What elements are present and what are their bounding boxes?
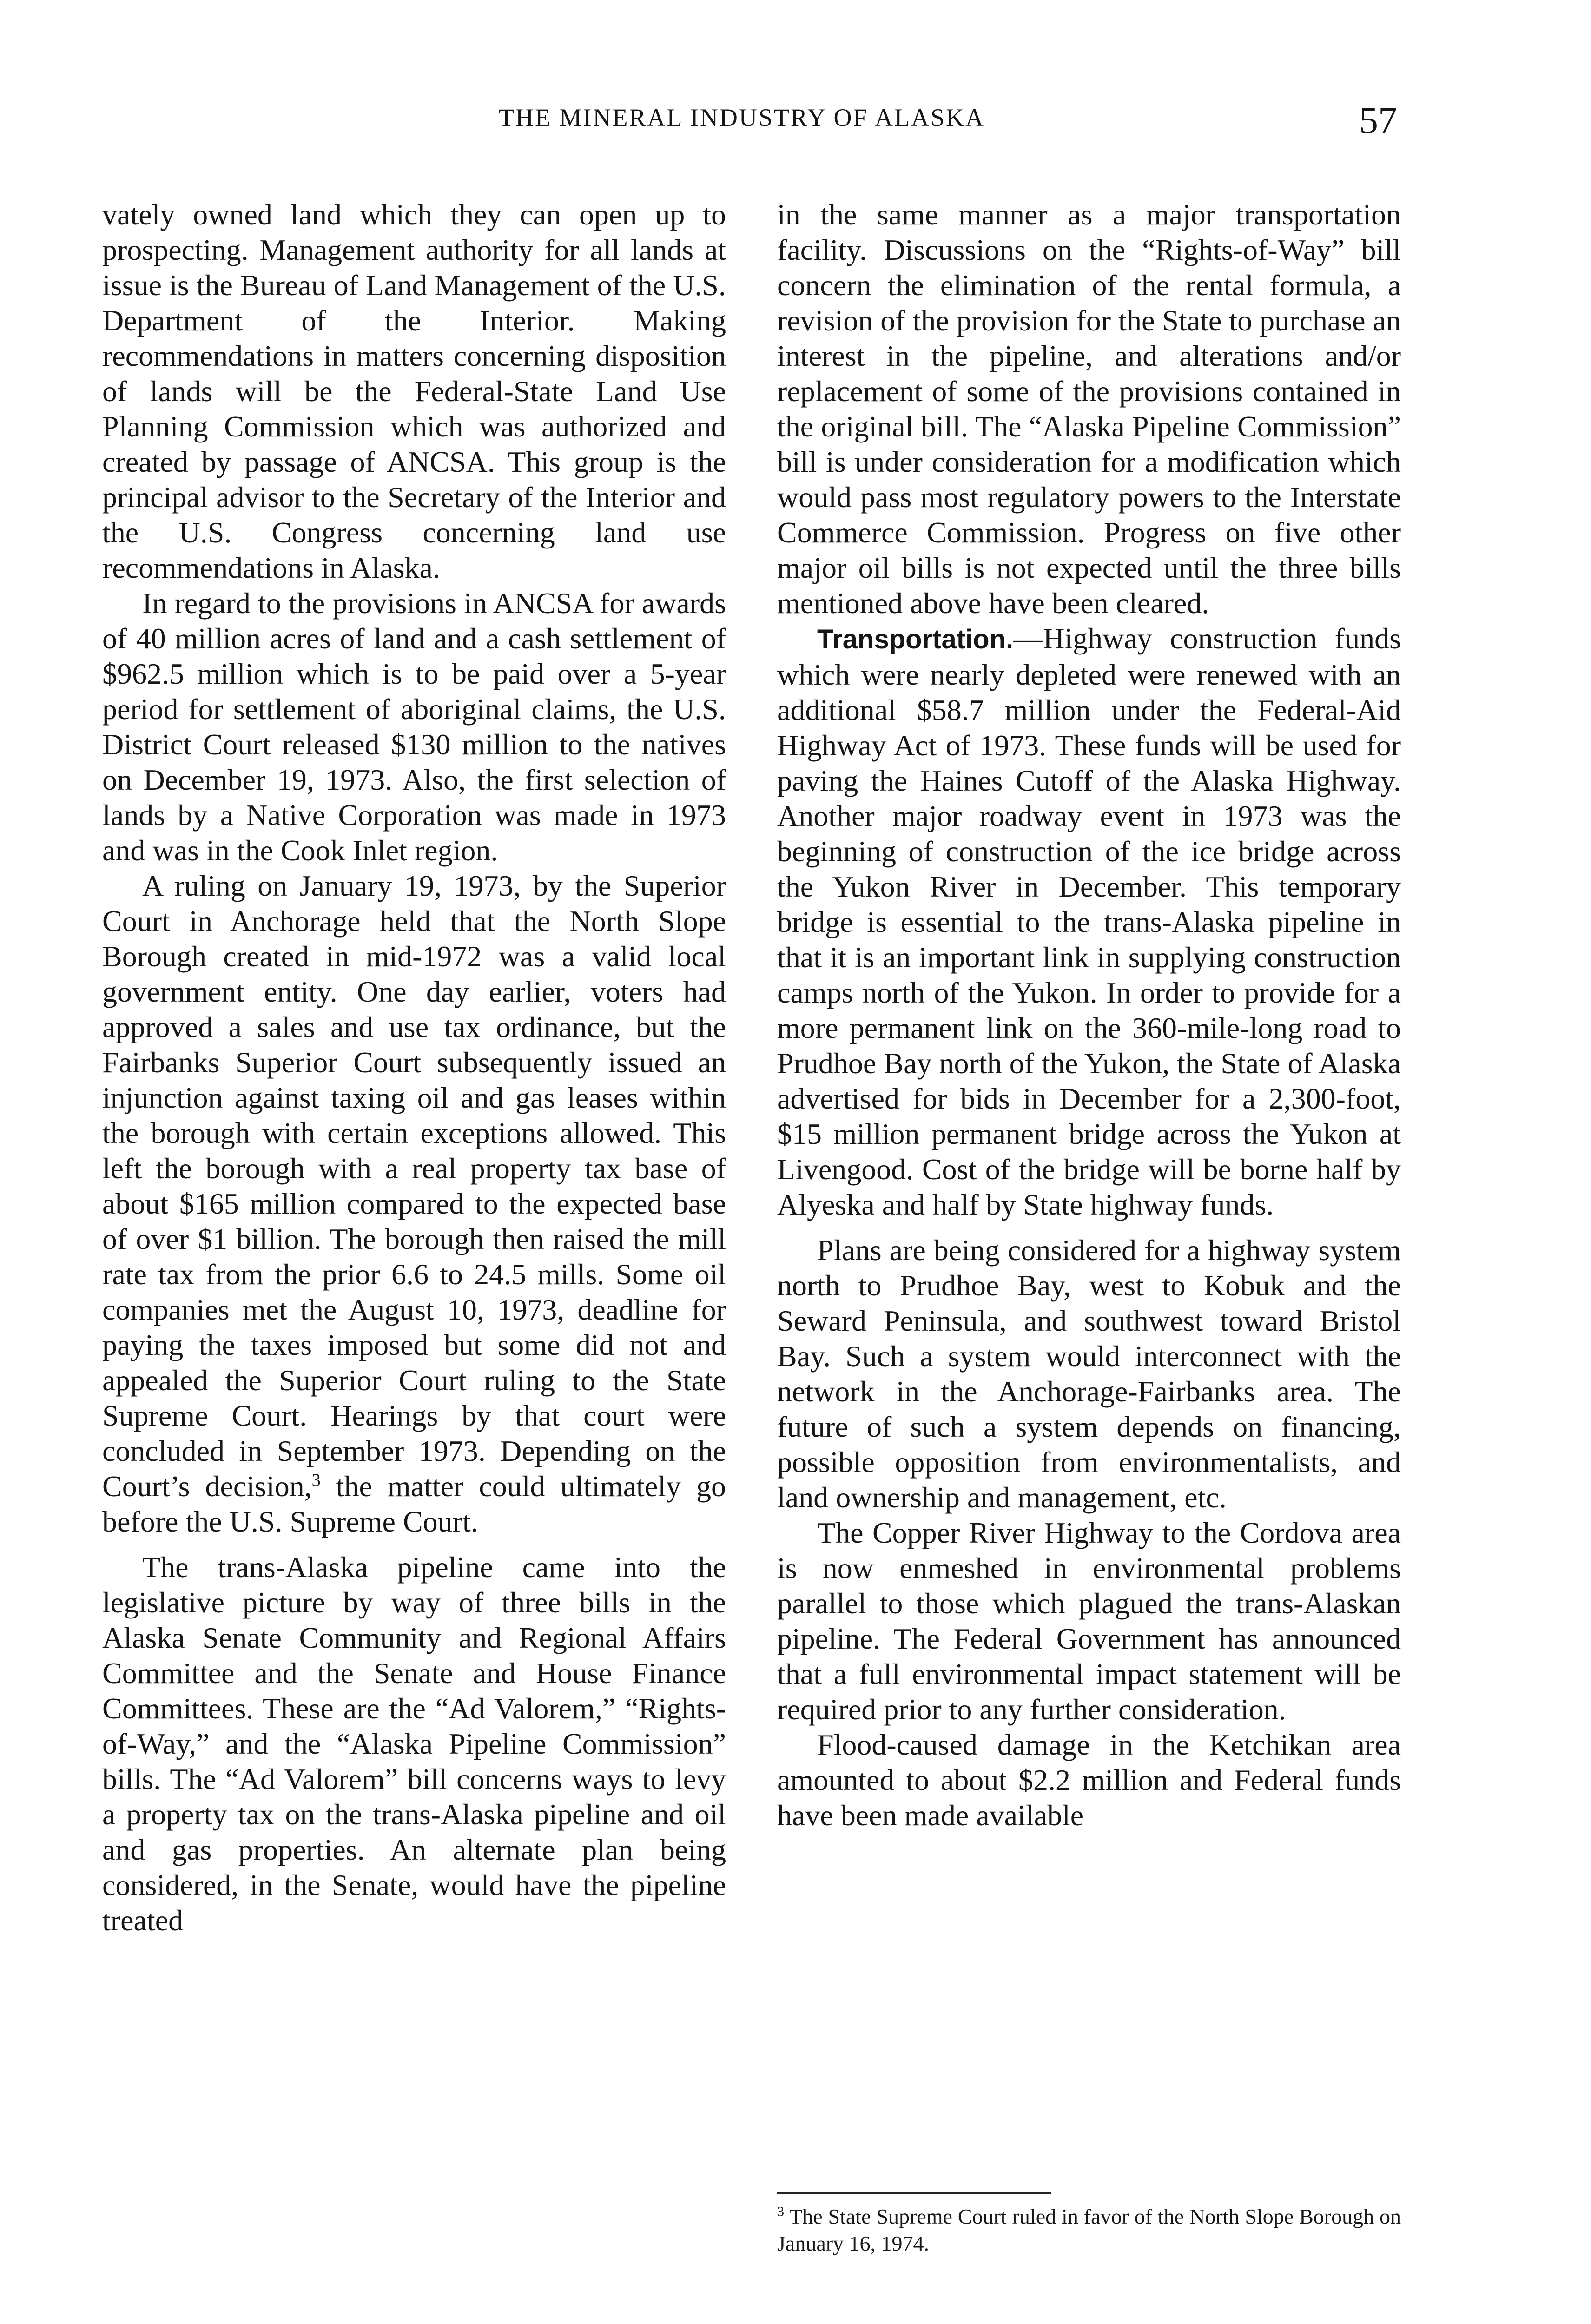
paragraph-ancsa-awards: In regard to the provisions in ANCSA for awards of 40 million acres of land and a cash settlement of $962.5 million which is to be paid over a 5-year period for settlement of aboriginal claims, the U.S. District Court released $130 million to the natives on December 19, 1973. Also, the first selection of lands by a Native Corporation was made in 1973 and was in the Cook Inlet region. — [102, 587, 726, 867]
footnote-divider — [777, 2192, 1051, 2194]
paragraph-text: —Highway construction funds which were nearly depleted were renewed with an additional $58.7 million under the Federal-Aid Highway Act of 1973. These funds will be used for paving the Haines Cutoff of the Alaska Highway. Another major roadway event in 1973 was the beginning of construction of the ice bridge across the Yukon River in December. This temporary bridge is essential to the trans-Alaska pipeline in that it is an important link in supplying construction camps north of the Yukon. In order to provide for a more permanent link on the 360-mile-long road to Prudhoe Bay north of the Yukon, the State of Alaska advertised for bids in December for a 2,300-foot, $15 million permanent bridge across the Yukon at Livengood. Cost of the bridge will be borne half by Alyeska and half by State highway funds. — [777, 622, 1401, 1221]
paragraph-land-management: vately owned land which they can open up to prospecting. Management authority for all lands at issue is the Bureau of Land Management of the U.S. Department of the Interior. Making recommendations in matters concerning disposition of lands will be the Federal-State Land Use Planning Commission which was authorized and created by passage of ANCSA. This group is the principal advisor to the Secretary of the Interior and the U.S. Congress concerning land use recommendations in Alaska. — [102, 198, 726, 584]
paragraph-north-slope-ruling — [102, 868, 726, 1539]
footnote-marker: 3 — [777, 2204, 784, 2219]
page-number: 57 — [1359, 99, 1397, 141]
paragraph-pipeline-bills: The trans-Alaska pipeline came into the legislative picture by way of three bills in the Alaska Senate Community and Regional Affairs Committee and the Senate and House Finance Committees. These are the “Ad Valorem,” “Rights-of-Way,” and the “Alaska Pipeline Commission” bills. The “Ad Valorem” bill concerns ways to levy a property tax on the trans-Alaska pipeline and oil and gas properties. An alternate plan being considered, in the Senate, would have the pipeline treated — [102, 1551, 726, 1937]
paragraph-flood-damage: Flood-caused damage in the Ketchikan area amounted to about $2.2 million and Federal funds have been made available — [777, 1728, 1401, 1832]
left-text-column — [102, 197, 726, 2279]
section-heading-transportation: Transportation. — [817, 624, 1014, 654]
paragraph-transportation-facility: in the same manner as a major transportation facility. Discussions on the “Rights-of-Way” bill concern the elimination of the rental formula, a revision of the provision for the State to purchase an interest in the pipeline, and alterations and/or replacement of some of the provisions contained in the original bill. The “Alaska Pipeline Commission” bill is under consideration for a modification which would pass most regulatory powers to the Interstate Commerce Commission. Progress on five other major oil bills is not expected until the three bills mentioned above have been cleared. — [777, 198, 1401, 620]
paragraph-text-continued: the matter could ultimately go before the U.S. Supreme Court. — [102, 1470, 726, 1538]
footnote-text: The State Supreme Court ruled in favor of the North Slope Borough on January 16, 1974. — [777, 2205, 1401, 2255]
running-header-title: THE MINERAL INDUSTRY OF ALASKA — [498, 104, 985, 132]
paragraph-text: A ruling on January 19, 1973, by the Superior Court in Anchorage held that the North Slope Borough created in mid-1972 was a valid local government entity. One day earlier, voters had approved a sales and use tax ordinance, but the Fairbanks Superior Court subsequently issued an injunction against taxing oil and gas leases within the borough with certain exceptions allowed. This left the borough with a real property tax base of about $165 million compared to the expected base of over $1 billion. The borough then raised the mill rate tax from the prior 6.6 to 24.5 mills. Some oil companies met the August 10, 1973, deadline for paying the taxes imposed but some did not and appealed the Superior Court ruling to the State Supreme Court. Hearings by that court were concluded in September 1973. Depending on the Court’s decision, — [102, 869, 726, 1503]
footnote — [777, 2203, 1401, 2257]
paragraph-transportation — [777, 621, 1401, 1222]
right-text-column — [777, 197, 1401, 2256]
footnote-reference: 3 — [311, 1470, 321, 1490]
paragraph-copper-river: The Copper River Highway to the Cordova area is now enmeshed in environmental problems parallel to those which plagued the trans-Alaskan pipeline. The Federal Government has announced that a full environmental impact statement will be required prior to any further consideration. — [777, 1516, 1401, 1726]
paragraph-highway-plans: Plans are being considered for a highway system north to Prudhoe Bay, west to Kobuk and the Seward Peninsula, and southwest toward Bristol Bay. Such a system would interconnect with the network in the Anchorage-Fairbanks area. The future of such a system depends on financing, possible opposition from environmentalists, and land ownership and management, etc. — [777, 1234, 1401, 1514]
